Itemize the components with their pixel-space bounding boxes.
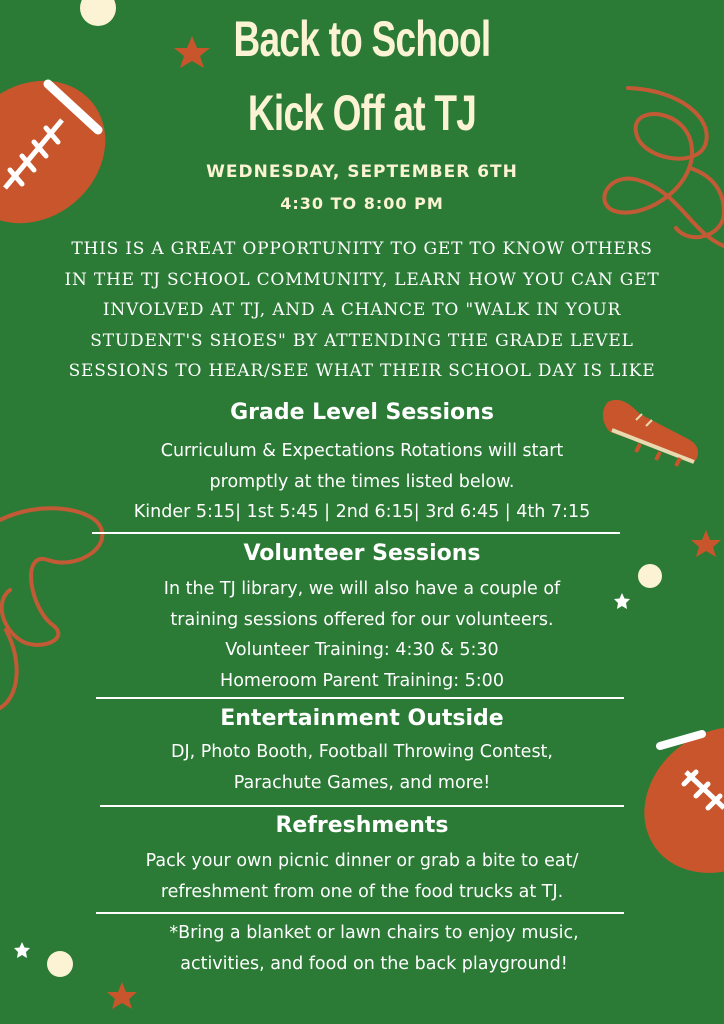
entertainment-heading: Entertainment Outside — [220, 706, 504, 731]
grade-line: promptly at the times listed below. — [209, 471, 515, 492]
refreshments-line: refreshment from one of the food trucks at TJ. — [160, 881, 564, 902]
event-date: WEDNESDAY, SEPTEMBER 6TH — [206, 162, 518, 182]
volunteer-sessions-heading: Volunteer Sessions — [243, 541, 481, 566]
entertainment-line: Parachute Games, and more! — [233, 772, 491, 793]
closing-note — [12, 918, 724, 979]
note-line: activities, and food on the back playground! — [180, 953, 568, 974]
divider — [92, 532, 620, 534]
divider — [100, 805, 624, 807]
volunteer-line: Volunteer Training: 4:30 & 5:30 — [225, 640, 499, 660]
divider — [96, 697, 624, 699]
volunteer-line: Homeroom Parent Training: 5:00 — [220, 670, 504, 691]
football-icon — [0, 51, 134, 252]
entertainment-line: DJ, Photo Booth, Football Throwing Contest, — [170, 742, 553, 762]
intro-line: IN THE TJ SCHOOL COMMUNITY, LEARN HOW YOU CAN GET — [64, 269, 660, 290]
intro-paragraph — [40, 234, 684, 387]
divider — [96, 912, 624, 914]
intro-line: THIS IS A GREAT OPPORTUNITY TO GET TO KNOW OTHERS — [71, 239, 653, 259]
volunteer-line: In the TJ library, we will also have a couple of — [163, 579, 561, 599]
event-time: 4:30 TO 8:00 PM — [280, 194, 444, 213]
note-line: *Bring a blanket or lawn chairs to enjoy music, — [169, 923, 579, 943]
grade-sessions-text — [0, 436, 724, 528]
refreshments-text — [0, 846, 724, 907]
volunteer-sessions-text — [0, 574, 724, 696]
intro-line: SESSIONS TO HEAR/SEE WHAT THEIR SCHOOL DAY IS LIKE — [68, 361, 656, 381]
grade-line: Kinder 5:15| 1st 5:45 | 2nd 6:15| 3rd 6:45 | 4th 7:15 — [133, 502, 591, 522]
entertainment-text — [0, 737, 724, 798]
title-line-2: Kick Off at TJ — [247, 85, 477, 141]
intro-line: STUDENT'S SHOES" BY ATTENDING THE GRADE LEVEL — [90, 330, 634, 351]
title-line-1: Back to School — [233, 11, 491, 67]
grade-line: Curriculum & Expectations Rotations will start — [160, 441, 564, 461]
refreshments-line: Pack your own picnic dinner or grab a bite to eat/ — [145, 851, 579, 871]
volunteer-line: training sessions offered for our volunteers. — [170, 609, 554, 630]
refreshments-heading: Refreshments — [275, 813, 449, 838]
grade-sessions-heading: Grade Level Sessions — [230, 400, 494, 425]
intro-line: INVOLVED AT TJ, AND A CHANCE TO "WALK IN YOUR — [102, 300, 622, 320]
